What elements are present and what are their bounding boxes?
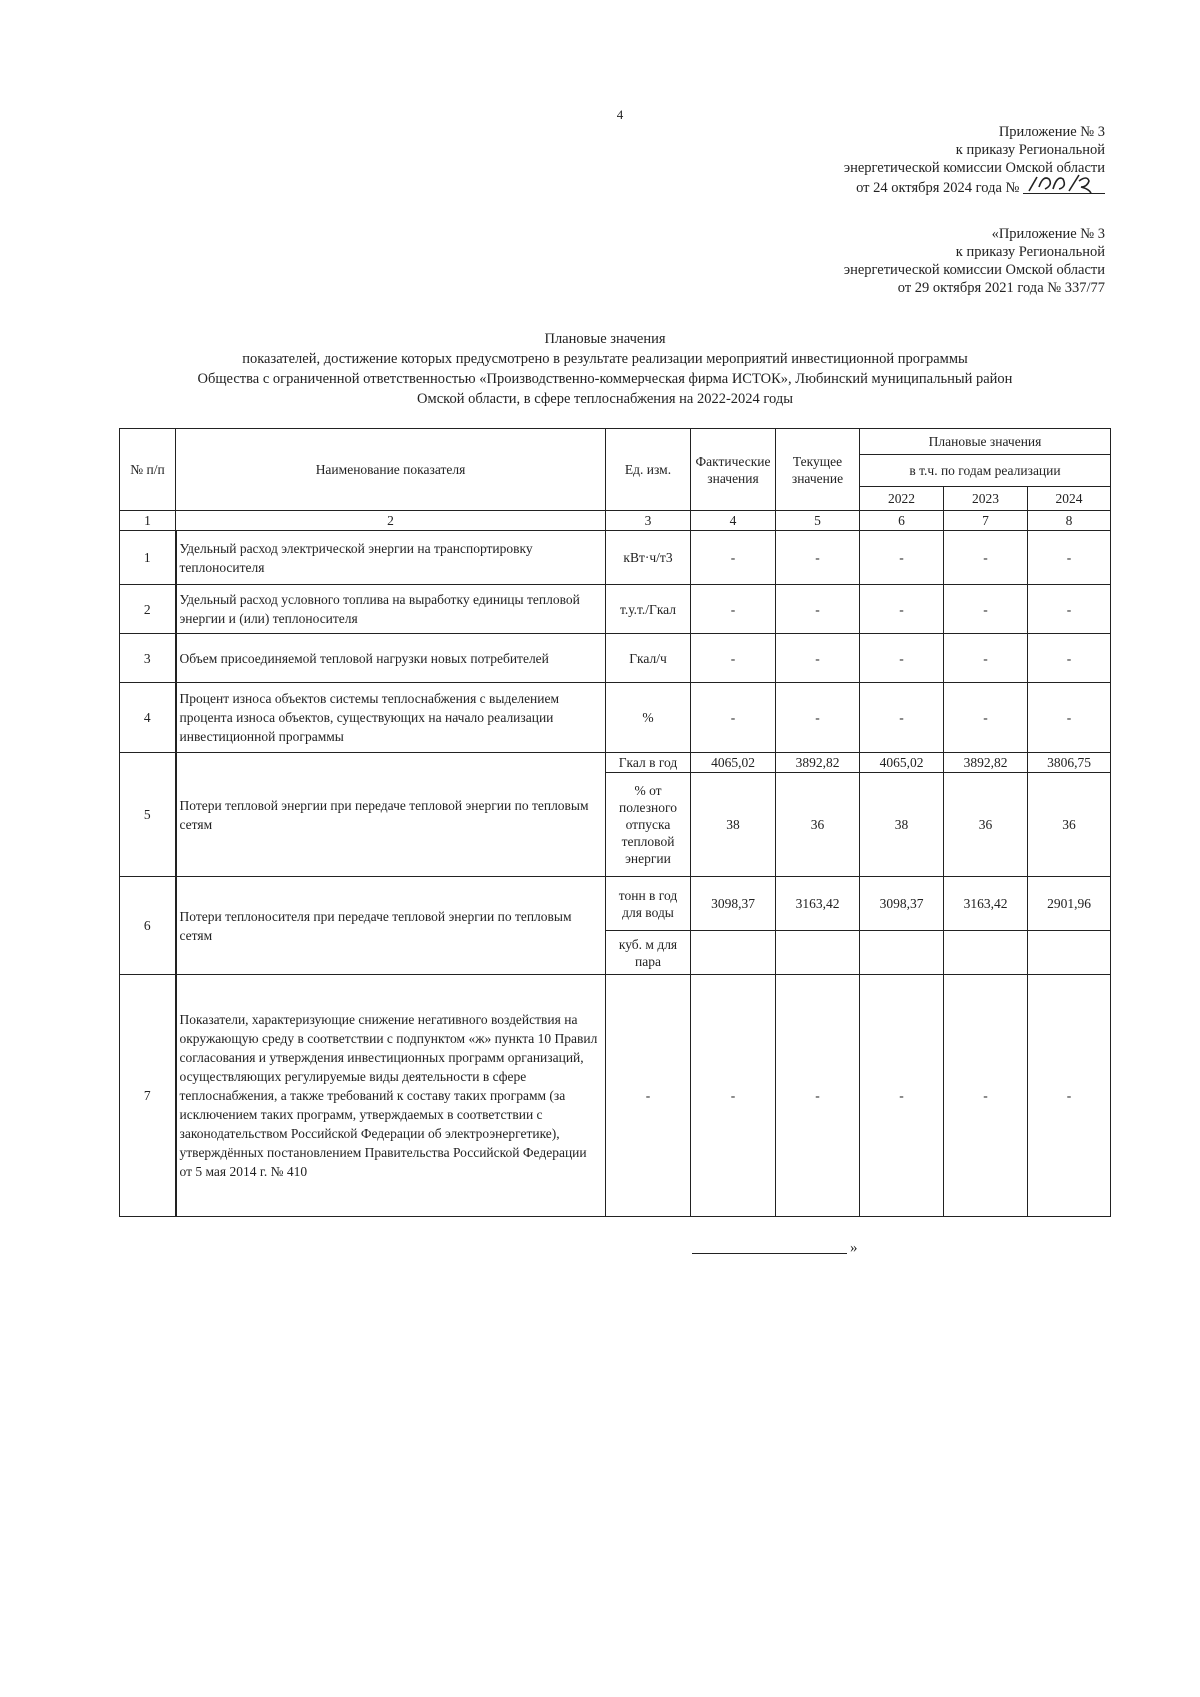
row-2024: -: [1028, 975, 1111, 1217]
header-current: Текущее значение: [776, 429, 860, 511]
row-name: Потери теплоносителя при передаче тепловой энергии по тепловым сетям: [176, 877, 606, 975]
row-2022: 4065,02: [860, 753, 944, 773]
document-title: [90, 329, 1120, 409]
row-actual: [691, 931, 776, 975]
row-num: 2: [120, 585, 176, 634]
row-unit: % от полезного отпуска тепловой энергии: [606, 773, 691, 877]
header-name: Наименование показателя: [176, 429, 606, 511]
row-2024: [1028, 931, 1111, 975]
row-num: 5: [120, 753, 176, 877]
row-2023: 3163,42: [944, 877, 1028, 931]
header-planned: Плановые значения: [860, 429, 1111, 455]
row-actual: 4065,02: [691, 753, 776, 773]
row-2022: -: [860, 634, 944, 683]
row-name: Показатели, характеризующие снижение негативного воздействия на окружающую среду в соответствии с подпунктом «ж» пункта 10 Правил согласования и утверждения инвестиционных программ организаций, осуществляющих регулируемые виды деятельности в сфере теплоснабжения, а также требований к составу таких программ (за исключением таких программ, утверждаемых в соответствии с законодательством Российской Федерации об электроэнергетике), утверждённых постановлением Правительства Российской Федерации от 5 мая 2014 г. № 410: [176, 975, 606, 1217]
row-actual: -: [691, 634, 776, 683]
column-number: 4: [691, 511, 776, 531]
column-number-row: [120, 511, 1111, 531]
row-name: Потери тепловой энергии при передаче тепловой энергии по тепловым сетям: [176, 753, 606, 877]
appendix-original-order-ref: к приказу Региональной: [955, 244, 1105, 260]
table-row: [120, 634, 1111, 683]
header-unit: Ед. изм.: [606, 429, 691, 511]
row-current: -: [776, 585, 860, 634]
title-line-3: Общества с ограниченной ответственностью «Производственно-коммерческая фирма ИСТОК», Любинский муниципальный район: [197, 371, 1013, 387]
row-unit: т.у.т./Гкал: [606, 585, 691, 634]
handwriting-scribble-icon: [1023, 171, 1105, 195]
row-unit: тонн в год для воды: [606, 877, 691, 931]
column-number: 6: [860, 511, 944, 531]
appendix-original-block: [844, 225, 1105, 297]
row-actual: -: [691, 683, 776, 753]
header-year-2022: 2022: [860, 487, 944, 511]
row-2023: 3892,82: [944, 753, 1028, 773]
row-2022: 38: [860, 773, 944, 877]
column-number: 3: [606, 511, 691, 531]
row-actual: 3098,37: [691, 877, 776, 931]
handwritten-order-number: [1023, 177, 1105, 194]
row-2024: 2901,96: [1028, 877, 1111, 931]
column-number: 7: [944, 511, 1028, 531]
appendix-date: от 24 октября 2024 года №: [856, 180, 1020, 196]
appendix-original-title: «Приложение № 3: [991, 226, 1105, 242]
table-row: [120, 753, 1111, 773]
footer-underline: [692, 1252, 847, 1254]
row-unit: кВт·ч/т3: [606, 531, 691, 585]
header-year-2023: 2023: [944, 487, 1028, 511]
row-2022: 3098,37: [860, 877, 944, 931]
table-row: [120, 585, 1111, 634]
appendix-current-block: [844, 123, 1105, 197]
appendix-original-date: от 29 октября 2021 года № 337/77: [897, 280, 1105, 296]
row-2022: [860, 931, 944, 975]
row-2022: -: [860, 975, 944, 1217]
row-name: Удельный расход электрической энергии на транспортировку теплоносителя: [176, 531, 606, 585]
row-num: 4: [120, 683, 176, 753]
row-current: 3892,82: [776, 753, 860, 773]
row-2022: -: [860, 531, 944, 585]
row-unit: Гкал/ч: [606, 634, 691, 683]
column-number: 1: [120, 511, 176, 531]
table-row: [120, 877, 1111, 931]
header-by-years: в т.ч. по годам реализации: [860, 455, 1111, 487]
row-2024: 3806,75: [1028, 753, 1111, 773]
row-actual: -: [691, 531, 776, 585]
table-row: [120, 531, 1111, 585]
row-current: -: [776, 975, 860, 1217]
header-actual: Фактические значения: [691, 429, 776, 511]
row-2022: -: [860, 683, 944, 753]
row-name: Процент износа объектов системы теплоснабжения с выделением процента износа объектов, существующих на начало реализации инвестиционной программы: [176, 683, 606, 753]
row-num: 3: [120, 634, 176, 683]
title-line-4: Омской области, в сфере теплоснабжения на 2022-2024 годы: [417, 391, 793, 407]
appendix-commission: энергетической комиссии Омской области: [843, 160, 1105, 176]
row-current: -: [776, 634, 860, 683]
page-number: 4: [616, 107, 624, 122]
row-current: -: [776, 531, 860, 585]
table-row: [120, 975, 1111, 1217]
row-2024: -: [1028, 531, 1111, 585]
row-unit: %: [606, 683, 691, 753]
row-num: 6: [120, 877, 176, 975]
row-unit: куб. м для пара: [606, 931, 691, 975]
row-2023: -: [944, 585, 1028, 634]
row-actual: -: [691, 975, 776, 1217]
appendix-order-ref: к приказу Региональной: [955, 142, 1105, 158]
row-name: Объем присоединяемой тепловой нагрузки новых потребителей: [176, 634, 606, 683]
row-actual: -: [691, 585, 776, 634]
header-year-2024: 2024: [1028, 487, 1111, 511]
title-line-2: показателей, достижение которых предусмотрено в результате реализации мероприятий инвестиционной программы: [242, 351, 968, 367]
column-number: 2: [176, 511, 606, 531]
title-line-1: Плановые значения: [544, 331, 666, 347]
row-2024: -: [1028, 683, 1111, 753]
row-2023: [944, 931, 1028, 975]
row-2023: -: [944, 683, 1028, 753]
row-current: 3163,42: [776, 877, 860, 931]
indicators-table: [119, 428, 1111, 1217]
row-current: -: [776, 683, 860, 753]
header-num: № п/п: [120, 429, 176, 511]
row-2024: -: [1028, 585, 1111, 634]
row-num: 7: [120, 975, 176, 1217]
column-number: 8: [1028, 511, 1111, 531]
column-number: 5: [776, 511, 860, 531]
row-2023: -: [944, 531, 1028, 585]
row-current: 36: [776, 773, 860, 877]
footer-closing-quote: »: [850, 1240, 858, 1256]
appendix-date-line: [844, 177, 1105, 197]
row-actual: 38: [691, 773, 776, 877]
row-num: 1: [120, 531, 176, 585]
row-unit: Гкал в год: [606, 753, 691, 773]
row-2023: -: [944, 975, 1028, 1217]
appendix-original-commission: энергетической комиссии Омской области: [843, 262, 1105, 278]
row-name: Удельный расход условного топлива на выработку единицы тепловой энергии и (или) теплоносителя: [176, 585, 606, 634]
row-2022: -: [860, 585, 944, 634]
row-2024: -: [1028, 634, 1111, 683]
table-row: [120, 683, 1111, 753]
appendix-title: Приложение № 3: [998, 124, 1105, 140]
row-2023: 36: [944, 773, 1028, 877]
row-unit: -: [606, 975, 691, 1217]
header-row: [120, 429, 1111, 455]
row-current: [776, 931, 860, 975]
row-2024: 36: [1028, 773, 1111, 877]
row-2023: -: [944, 634, 1028, 683]
